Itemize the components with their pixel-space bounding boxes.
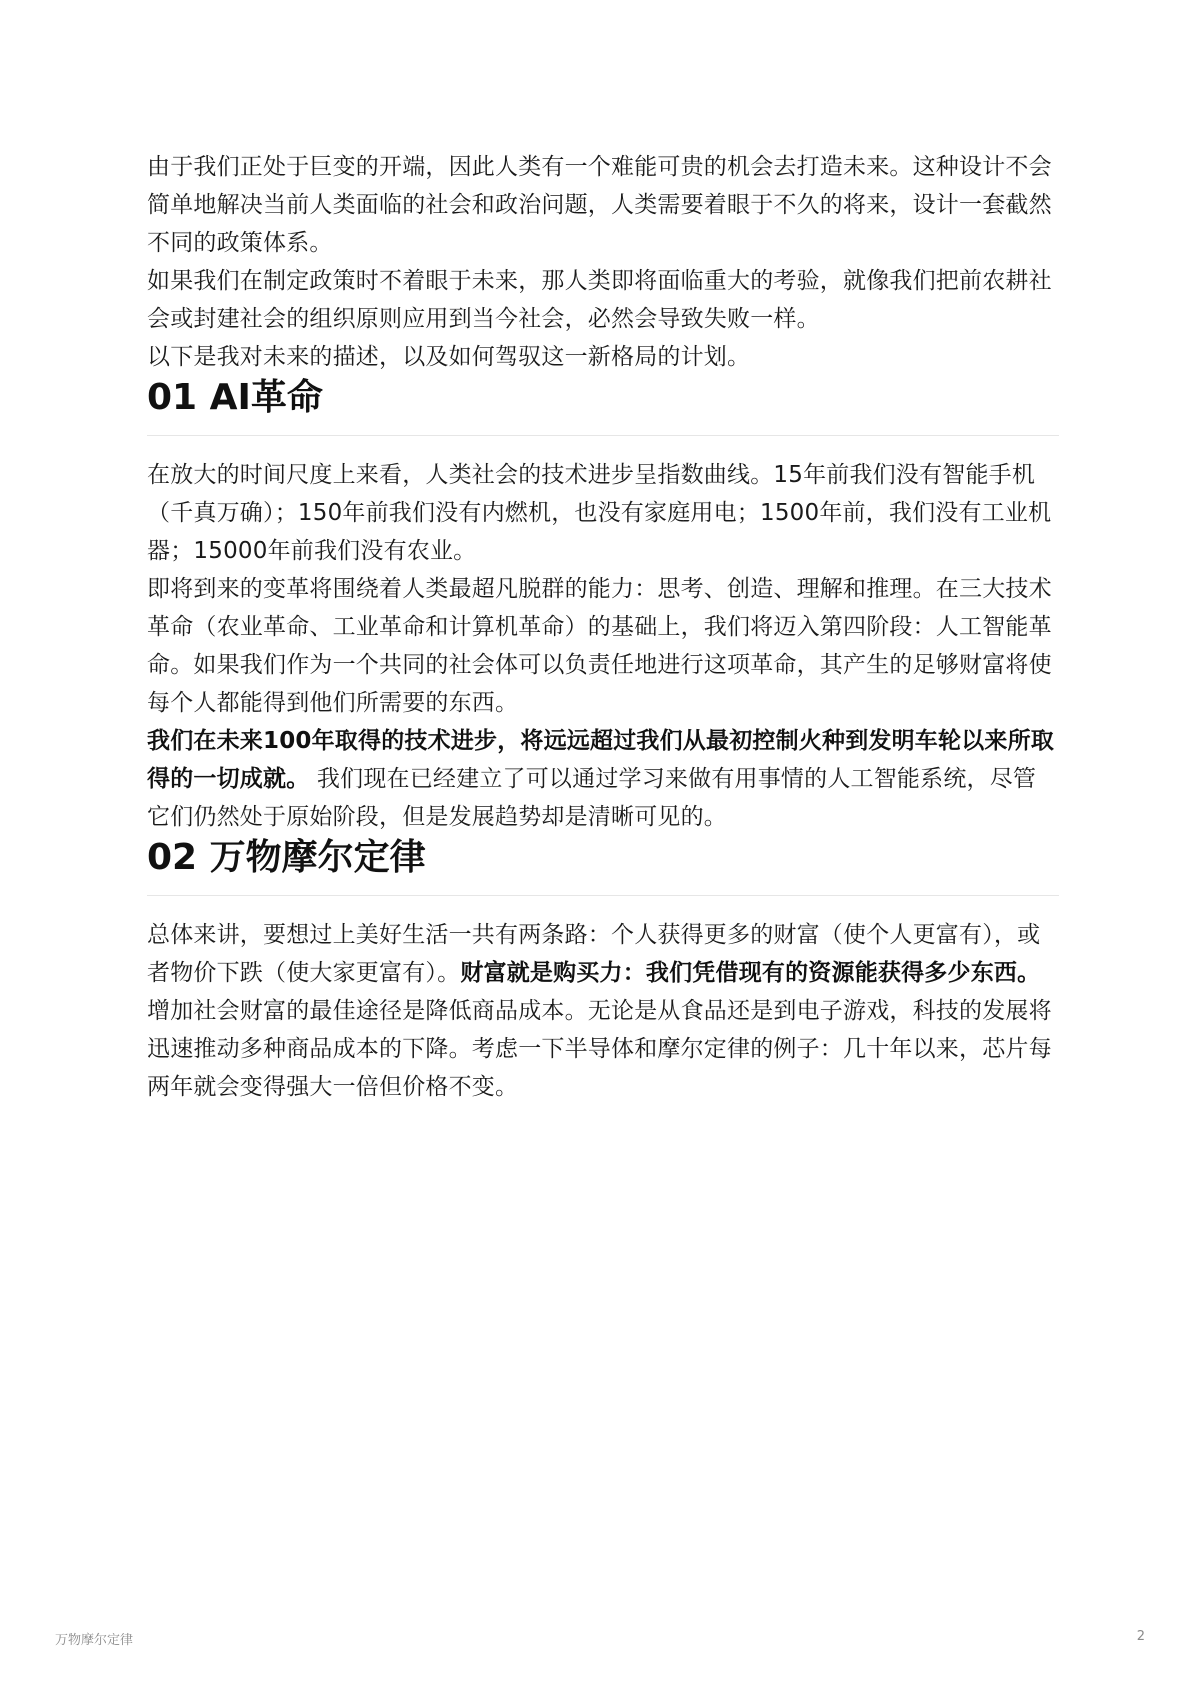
section-heading-ai-revolution: 01 AI革命 xyxy=(147,377,323,418)
section1-paragraph-3-text: 我们现在已经建立了可以通过学习来做有用事情的人工智能系统，尽管它们仍然处于原始阶段，但是发展趋势却是清晰可见的。 xyxy=(147,766,1037,830)
intro-paragraph-3: 以下是我对未来的描述，以及如何驾驭这一新格局的计划。 xyxy=(147,344,751,370)
section1-paragraph-3 xyxy=(147,722,1057,836)
page-content xyxy=(147,148,1057,1106)
section2-paragraph-2: 增加社会财富的最佳途径是降低商品成本。无论是从食品还是到电子游戏，科技的发展将迅速推动多种商品成本的下降。考虑一下半导体和摩尔定律的例子：几十年以来，芯片每两年就会变得强大一倍但价格不变。 xyxy=(147,998,1052,1100)
intro-paragraph-1: 由于我们正处于巨变的开端，因此人类有一个难能可贵的机会去打造未来。这种设计不会简单地解决当前人类面临的社会和政治问题，人类需要着眼于不久的将来，设计一套截然不同的政策体系。 xyxy=(147,154,1052,256)
section1-paragraph-2: 即将到来的变革将围绕着人类最超凡脱群的能力：思考、创造、理解和推理。在三大技术革命（农业革命、工业革命和计算机革命）的基础上，我们将迈入第四阶段：人工智能革命。如果我们作为一个共同的社会体可以负责任地进行这项革命，其产生的足够财富将使每个人都能得到他们所需要的东西。 xyxy=(147,576,1052,716)
footer-document-title: 万物摩尔定律 xyxy=(55,1633,134,1648)
section2-paragraph-1 xyxy=(147,916,1057,992)
page-footer xyxy=(55,1629,1145,1653)
section2-paragraph-1-text: 总体来讲，要想过上美好生活一共有两条路：个人获得更多的财富（使个人更富有），或者物价下跌（使大家更富有）。 xyxy=(147,922,1041,986)
section-heading-moores-law: 02 万物摩尔定律 xyxy=(147,837,426,878)
section2-emphasis: 财富就是购买力：我们凭借现有的资源能获得多少东西。 xyxy=(460,960,1041,986)
section1-emphasis: 我们在未来100年取得的技术进步，将远远超过我们从最初控制火种到发明车轮以来所取得的一切成就。 xyxy=(147,728,1055,792)
section1-paragraph-1: 在放大的时间尺度上来看，人类社会的技术进步呈指数曲线。15年前我们没有智能手机（千真万确）；150年前我们没有内燃机，也没有家庭用电；1500年前，我们没有工业机器；15000年前我们没有农业。 xyxy=(147,462,1052,564)
section-divider xyxy=(147,895,1059,896)
footer-page-number: 2 xyxy=(1136,1629,1145,1644)
intro-paragraph-2: 如果我们在制定政策时不着眼于未来，那人类即将面临重大的考验，就像我们把前农耕社会或封建社会的组织原则应用到当今社会，必然会导致失败一样。 xyxy=(147,268,1052,332)
section-divider xyxy=(147,435,1059,436)
